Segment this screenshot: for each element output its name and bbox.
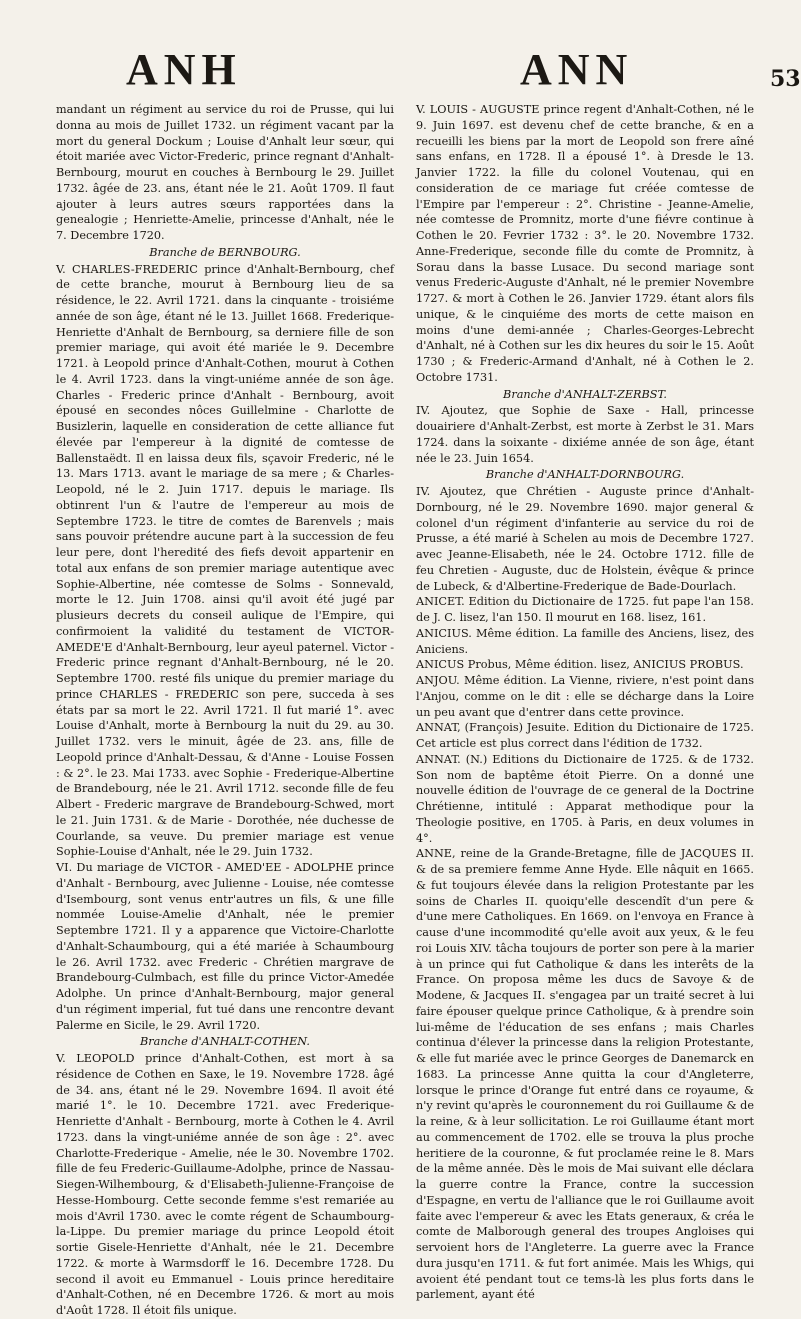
section-heading: Branche d'ANHALT-DORNBOURG.: [485, 468, 685, 482]
paragraph: ANNAT, (François) Jesuite. Edition du Dictionaire de 1725. Cet article est plus correct dans l'édition de 1732.: [416, 721, 754, 750]
paragraph: V. LOUIS - AUGUSTE prince regent d'Anhalt-Cothen, né le 9. Juin 1697. est devenu chef de cette branche, & en a recueilli les biens par la mort de Leopold son frere aîné sans enfans, en 1728. Il a épousé 1°. à Dresde le 13. Janvier 1722. la fille du colonel Voutenau, qui en consideration de ce mariage fut créée comtesse de l'Empire par l'empereur : 2°. Christine - Jeanne-Amelie, née comtesse de Promnitz, morte d'une fiévre continue à Cothen le 20. Fevrier 1732 : 3°. le 20. Novembre 1732. Anne-Frederique, seconde fille du comte de Promnitz, à Sorau dans la basse Lusace. Du second mariage sont venus Frederic-Auguste d'Anhalt, né le premier Novembre 1727. & mort à Cothen le 26. Janvier 1729. étant alors fils unique, & le cinquiéme des morts de cette maison en moins d'une demi-année ; Charles-Georges-Lebrecht d'Anhalt, né à Cothen sur les dix heures du soir le 15. Août 1730 ; & Frederic-Armand d'Anhalt, né à Cothen le 2. Octobre 1731.: [416, 103, 754, 384]
paragraph: ANICIUS. Même édition. La famille des Anciens, lisez, des Aniciens.: [416, 626, 754, 656]
paragraph: V. CHARLES-FREDERIC prince d'Anhalt-Bernbourg, chef de cette branche, mourut à Bernbourg lieu de sa résidence, le 22. Avril 1721. dans la cinquante - troisiéme année de son âge, étant né le 13. Juillet 1668. Frederique-Henriette d'Anhalt de Bernbourg, sa derniere fille de son premier mariage, qui avoit été mariée le 9. Decembre 1721. à Leopold prince d'Anhalt-Cothen, mourut à Cothen le 4. Avril 1723. dans la vingt-uniéme année de son âge. Charles - Frederic prince d'Anhalt - Bernbourg, avoit épousé en secondes nôces Guillelmine - Charlotte de Busizlerin, laquelle en consideration de cette alliance fut élevée par l'empereur à la dignité de comtesse de Ballenstaëdt. Il en laissa deux fils, sçavoir Frederic, né le 13. Mars 1713. avant le mariage de sa mere ; & Charles-Leopold, né le 2. Juin 1717. depuis le mariage. Ils obtinrent l'un & l'autre de l'empereur au mois de Septembre 1723. le titre de comtes de Barenvels ; mais sans pouvoir prétendre aucune part à la succession de feu leur pere, dont l'heredité des fiefs devoit appartenir en total aux enfans de son premier mariage autentique avec Sophie-Albertine, née comtesse de Solms - Sonnevald, morte le 12. Juin 1708. ainsi qu'il avoit été jugé par plusieurs decrets du conseil aulique de l'Empire, qui confirmoient la validité du testament de VICTOR-AMEDE'E d'Anhalt-Bernbourg, leur ayeul paternel. Victor - Frederic prince regnant d'Anhalt-Bernbourg, né le 20. Septembre 1700. resté fils unique du premier mariage du prince CHARLES - FREDERIC son pere, succeda à ses états par sa mort le 22. Avril 1721. Il fut marié 1°. avec Louise d'Anhalt, morte à Bernbourg la nuit du 29. au 30. Juillet 1732. vers le minuit, âgée de 23. ans, fille de Leopold prince d'Anhalt-Dessau, & d'Anne - Louise Fossen : & 2°. le 23. Mai 1733. avec Sophie - Frederique-Albertine de Brandebourg, née le 21. Avril 1712. seconde fille de feu Albert - Frederic margrave de Brandebourg-Schwed, mort le 21. Juin 1731. & de Marie - Dorothée, née duchesse de Courlande, sa veuve. Du premier mariage est venue Sophie-Louise d'Anhalt, née le 29. Juin 1732.: [56, 262, 394, 859]
paragraph: mandant un régiment au service du roi de Prusse, qui lui donna au mois de Juillet 1732. un régiment vacant par la mort du general Dockum ; Louise d'Anhalt leur sœur, qui étoit mariée avec Victor-Frederic, prince regnant d'Anhalt-Bernbourg, mourut en couches à Bernbourg le 29. Juillet 1732. âgée de 23. ans, étant née le 21. Août 1709. Il faut ajouter à leurs autres sœurs rapportées dans la genealogie ; Henriette-Amelie, princesse d'Anhalt, née le 7. Decembre 1720.: [56, 103, 394, 242]
paragraph: ANICET. Edition du Dictionaire de 1725. fut pape l'an 158. de J. C. lisez, l'an 150. Il mourut en 168. lisez, 161.: [416, 595, 754, 624]
running-head-left: ANH: [126, 45, 242, 94]
page-number: 53: [770, 66, 801, 92]
paragraph: ANICUS Probus, Même édition. lisez, ANICIUS PROBUS.: [416, 658, 744, 672]
paragraph: IV. Ajoutez, que Sophie de Saxe - Hall, princesse douairiere d'Anhalt-Zerbst, est morte à Zerbst le 31. Mars 1724. dans la soixante - dixiéme année de son âge, étant née le 23. Juin 1654.: [416, 404, 754, 465]
paragraph: ANJOU. Même édition. La Vienne, riviere, n'est point dans l'Anjou, comme on le dit : elle se décharge dans la Loire un peu avant que d'entrer dans cette province.: [416, 674, 754, 719]
section-heading: Branche d'ANHALT-COTHEN.: [139, 1035, 311, 1049]
section-heading: Branche d'ANHALT-ZERBST.: [503, 387, 667, 401]
right-column: [416, 102, 754, 1302]
paragraph: IV. Ajoutez, que Chrétien - Auguste prince d'Anhalt-Dornbourg, né le 29. Novembre 1690. major general & colonel d'un régiment d'infanterie au service du roi de Prusse, a été marié à Schelen au mois de Decembre 1727. avec Jeanne-Elisabeth, née le 24. Octobre 1712. fille de feu Chretien - Auguste, duc de Holstein, évêque & prince de Lubeck, & d'Albertine-Frederique de Bade-Dourlach.: [416, 485, 754, 593]
section-heading: Branche de BERNBOURG.: [149, 245, 301, 259]
paragraph: ANNAT. (N.) Editions du Dictionaire de 1725. & de 1732. Son nom de baptême étoit Pierre. On a donné une nouvelle édition de l'ouvrage de ce general de la Doctrine Chrétienne, intitulé : Apparat methodique pour la Theologie positive, en 1705. à Paris, en deux volumes in 4°.: [416, 752, 754, 845]
paragraph: V. LEOPOLD prince d'Anhalt-Cothen, est mort à sa résidence de Cothen en Saxe, le 19. Novembre 1728. âgé de 34. ans, étant né le 29. Novembre 1694. Il avoit été marié 1°. le 10. Decembre 1721. avec Frederique-Henriette d'Anhalt - Bernbourg, morte à Cothen le 4. Avril 1723. dans la vingt-uniéme année de son âge : 2°. avec Charlotte-Frederique - Amelie, née le 30. Novembre 1702. fille de feu Frederic-Guillaume-Adolphe, prince de Nassau-Siegen-Wilhembourg, & d'Elisabeth-Julienne-Françoise de Hesse-Hombourg. Cette seconde femme s'est remariée au mois d'Avril 1730. avec le comte régent de Schaumbourg-la-Lippe. Du premier mariage du prince Leopold étoit sortie Gisele-Henriette d'Anhalt, née le 21. Decembre 1722. & morte à Warmsdorff le 16. Decembre 1728. Du second il avoit eu Emmanuel - Louis prince hereditaire d'Anhalt-Cothen, né en Decembre 1726. & mort au mois d'Août 1728. Il étoit fils unique.: [56, 1052, 394, 1317]
paragraph: VI. Du mariage de VICTOR - AMED'EE - ADOLPHE prince d'Anhalt - Bernbourg, avec Julienne - Louise, née comtesse d'Isembourg, sont venus entr'autres un fils, & une fille nommée Louise-Amelie d'Anhalt, née le premier Septembre 1721. Il y a apparence que Victoire-Charlotte d'Anhalt-Schaumbourg, qui a été mariée à Schaumbourg le 26. Avril 1732. avec Frederic - Chrétien margrave de Brandebourg-Culmbach, est fille du prince Victor-Amedée Adolphe. Un prince d'Anhalt-Bernbourg, major general d'un régiment imperial, fut tué dans une rencontre devant Palerme en Sicile, le 29. Avril 1720.: [56, 861, 394, 1032]
running-head-right: ANN: [520, 45, 634, 94]
paragraph: ANNE, reine de la Grande-Bretagne, fille de JACQUES II. & de sa premiere femme Anne Hyde. Elle nâquit en 1665. & fut toujours élevée dans la religion Protestante par les soins de Charles II. quoiqu'elle descendît d'un pere & d'une mere Catholiques. En 1669. on l'envoya en France à cause d'une incommodité qu'elle avoit aux yeux, & le feu roi Louis XIV. tâcha toujours de porter son pere à la marier à un prince qui fut Catholique & dans les interêts de la France. On proposa même les ducs de Savoye & de Modene, & Jacques II. s'engagea par un traité secret à lui faire épouser quelque prince Catholique, & à prendre soin lui-même de l'éducation de ses enfans ; mais Charles continua d'élever la princesse dans la religion Protestante, & elle fut mariée avec le prince Georges de Danemarck en 1683. La princesse Anne quitta la cour d'Angleterre, lorsque le prince d'Orange fut entré dans ce royaume, & n'y revint qu'après le couronnement du roi Guillaume & de la reine, & à leur sollicitation. Le roi Guillaume étant mort au commencement de 1702. elle se trouva la plus proche heritiere de la couronne, & fut proclamée reine le 8. Mars de la même année. Dès le mois de Mai suivant elle déclara la guerre contre la France, contre la succession d'Espagne, en vertu de l'alliance que le roi Guillaume avoit faite avec l'empereur & avec les Etats generaux, & créa le comte de Malborough general des troupes Angloises qui servoient hors de l'Angleterre. La guerre avec la France dura jusqu'en 1711. & fut fort animée. Mais les Whigs, qui avoient été pendant tout ce tems-là les plus forts dans le parlement, ayant été: [416, 847, 754, 1302]
left-column: [56, 102, 394, 1317]
